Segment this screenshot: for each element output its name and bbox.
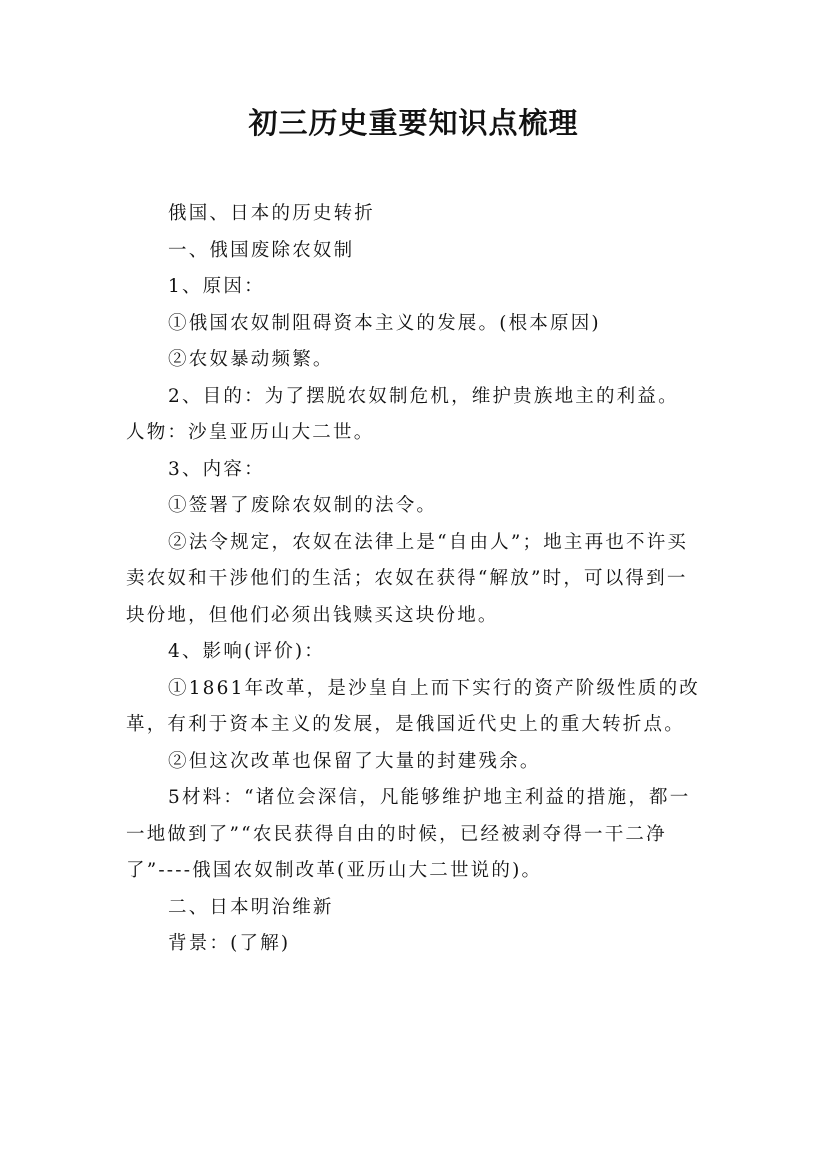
paragraph-content-2: ②法令规定，农奴在法律上是“自由人”；地主再也不许买卖农奴和干涉他们的生活；农奴在获得“解放”时，可以得到一块份地，但他们必须出钱赎买这块份地。 (126, 531, 689, 626)
paragraph-purpose: 2、目的：为了摆脱农奴制危机，维护贵族地主的利益。 (168, 385, 679, 407)
paragraph-impact-2: ②但这次改革也保留了大量的封建残余。 (168, 750, 541, 772)
paragraph-heading-russia: 一、俄国废除农奴制 (168, 239, 355, 261)
paragraph-section-heading: 俄国、日本的历史转折 (168, 203, 376, 224)
paragraph-material: 5材料：“诸位会深信，凡能够维护地主利益的措施，都一一地做到了”“农民获得自由的时候，已经被剥夺得一干二净了”----俄国农奴制改革(亚历山大二世说的)。 (126, 787, 691, 881)
paragraph-impact-1: ①1861年改革，是沙皇自上而下实行的资产阶级性质的改革，有利于资本主义的发展，是俄国近代史上的重大转折点。 (126, 677, 700, 735)
paragraph-cause-2: ②农奴暴动频繁。 (168, 349, 334, 370)
paragraph-background: 背景：(了解) (168, 933, 291, 954)
paragraph-impact-heading: 4、影响(评价)： (168, 641, 326, 662)
document-title: 初三历史重要知识点梳理 (248, 106, 579, 140)
paragraph-causes-heading: 1、原因： (168, 276, 265, 297)
document-body (126, 196, 706, 963)
paragraph-heading-japan: 二、日本明治维新 (168, 896, 334, 918)
paragraph-content-1: ①签署了废除农奴制的法令。 (168, 495, 438, 516)
paragraph-cause-1: ①俄国农奴制阻碍资本主义的发展。(根本原因) (168, 312, 601, 334)
paragraph-content-heading: 3、内容： (168, 458, 265, 480)
paragraph-person: 人物：沙皇亚历山大二世。 (126, 422, 375, 443)
